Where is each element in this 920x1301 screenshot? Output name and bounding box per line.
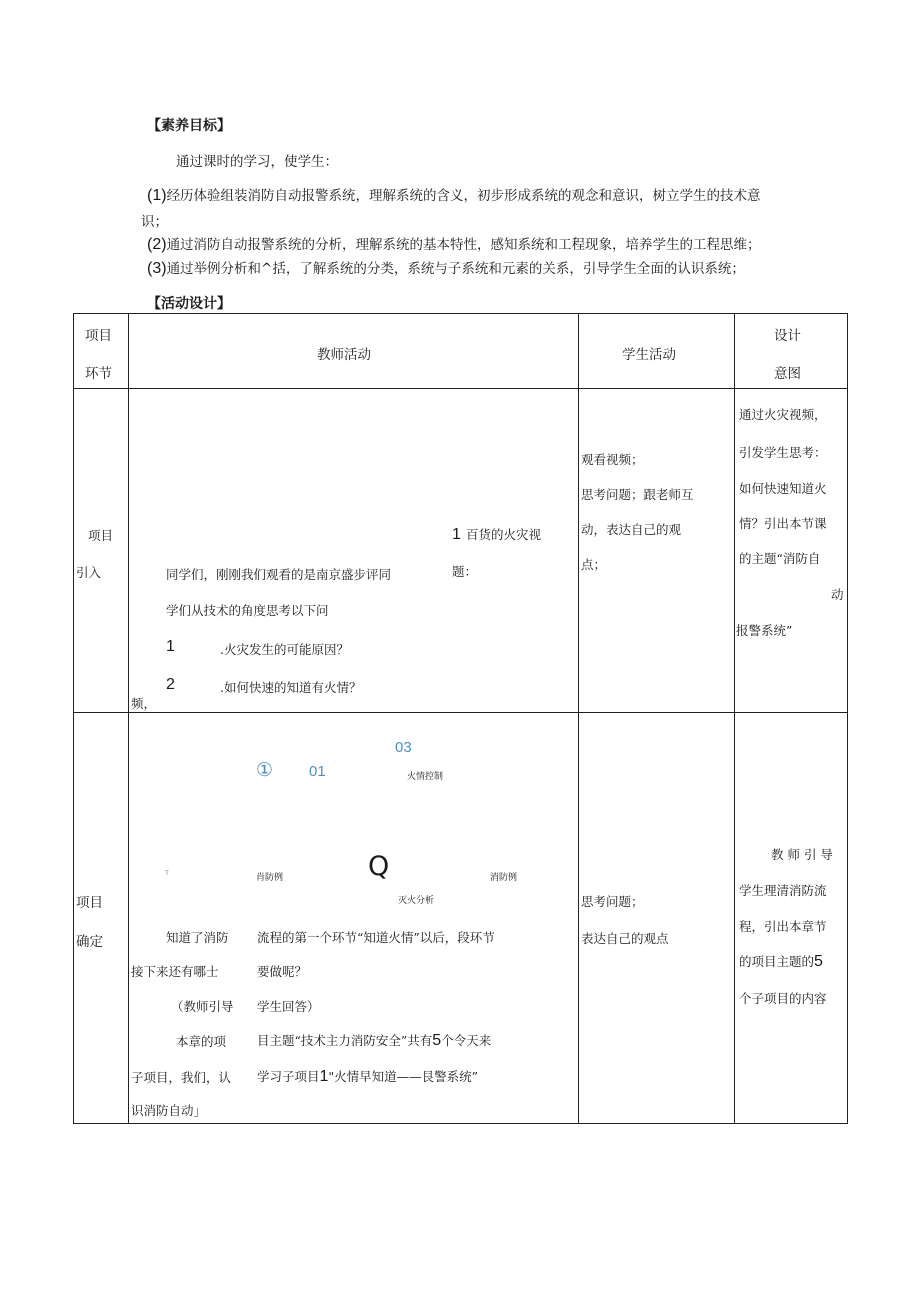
objective-item-1-cont: 识； <box>141 214 168 230</box>
diagram-analysis-label: 灭火分析 <box>398 896 435 906</box>
row2-teacher-p2a: 接下来还有哪士 <box>131 964 219 979</box>
row1-student-3: 动，表达自己的观 <box>581 522 682 537</box>
activity-heading: 【活动设计】 <box>147 296 231 312</box>
row1-stage-2: 引入 <box>76 565 102 580</box>
row1-intent-6: 动 <box>831 587 844 602</box>
row1-teacher-b2: 题： <box>452 564 478 579</box>
row2-theme-text: 目主题“技术主力消防安全”共有 <box>257 1033 433 1048</box>
row2-intent-5: 个子项目的内容 <box>739 991 827 1006</box>
row1-teacher-a <box>452 524 541 544</box>
row2-teacher-p1a: 知道了消防 <box>166 930 229 945</box>
diagram-search-icon: Q <box>368 851 390 882</box>
row2-teacher-p5 <box>257 1066 478 1086</box>
row1-question-2: .如何快速的知道有火情？ <box>220 680 362 695</box>
row1-teacher-b: 同学们，刚刚我们观看的是南京盛步评同 <box>166 567 392 582</box>
diagram-fire-control-label: 火情控制 <box>407 772 444 782</box>
row2-subproject-num: 1 <box>319 1068 329 1085</box>
objective-text: 通过消防自动报警系统的分析，理解系统的基本特性，感知系统和工程现象，培养学生的工程思维； <box>166 237 761 253</box>
header-student: 学生活动 <box>622 347 676 363</box>
row1-stage-1: 项目 <box>88 528 114 543</box>
objective-number: (3) <box>147 260 167 277</box>
row2-teacher-p3a: （教师引导 <box>171 999 234 1014</box>
row1-intent-7: 报警系统” <box>736 623 793 638</box>
row1-video-num: 1 <box>452 526 461 543</box>
row2-teacher-p6: 识消防自动」 <box>131 1103 207 1118</box>
header-teacher: 教师活动 <box>317 347 371 363</box>
row2-student-2: 表达自己的观点 <box>581 931 669 946</box>
header-stage-2: 环节 <box>85 366 112 382</box>
row2-subproject-title: "火情早知道——艮警系统” <box>328 1069 479 1084</box>
row2-teacher-p4 <box>257 1030 491 1050</box>
objective-item-1 <box>147 184 761 205</box>
objective-number: (1) <box>147 187 167 204</box>
row2-teacher-p2b: 要做呢？ <box>257 964 308 979</box>
table-rule-row1 <box>73 712 848 713</box>
row2-theme-tail: 个令天来 <box>441 1033 492 1048</box>
row1-student-2: 思考问题；跟老师互 <box>581 487 694 502</box>
row2-stage-1: 项目 <box>76 895 103 911</box>
row2-stage-2: 确定 <box>76 934 103 950</box>
objectives-heading: 【素养目标】 <box>147 118 231 134</box>
diagram-step-03: 03 <box>395 739 412 756</box>
row1-intent-3: 如何快速知道火 <box>739 481 827 496</box>
diagram-step-01: 01 <box>309 763 326 780</box>
row1-student-1: 观看视频； <box>581 452 644 467</box>
table-rule-col1 <box>128 313 129 1124</box>
row2-intent-4-text: 的项目主题的 <box>739 954 815 969</box>
diagram-left-label: 肖防例 <box>256 873 284 883</box>
row1-intent-5: 的主题“消防自 <box>739 551 821 566</box>
row1-teacher-c: 学们从技术的角度思考以下问 <box>166 603 329 618</box>
row1-video-text: 百货的火灾视 <box>466 527 542 542</box>
table-rule-col2 <box>578 313 579 1124</box>
objective-number: (2) <box>147 236 167 253</box>
objectives-intro: 通过课时的学习，使学生： <box>176 154 338 170</box>
objective-text: 通过举例分析和^括，了解系统的分类，系统与子系统和元素的关系，引导学生全面的认识系统； <box>166 261 745 277</box>
row2-intent-4-num: 5 <box>814 953 823 970</box>
header-stage-1: 项目 <box>85 328 112 344</box>
row2-intent-4 <box>739 951 823 971</box>
row1-intent-1: 通过火灾视频， <box>739 407 827 422</box>
objective-item-3 <box>147 257 745 278</box>
row2-intent-2: 学生理清消防流 <box>739 883 827 898</box>
table-rule-col3 <box>734 313 735 1124</box>
row1-student-4: 点； <box>581 557 607 572</box>
row2-intent-1: 教 师 引 导 <box>771 847 833 862</box>
row2-teacher-p3b: 学生回答） <box>257 999 320 1014</box>
header-intent-2: 意图 <box>774 366 801 382</box>
diagram-right-label: 消防例 <box>490 873 518 883</box>
row2-theme-count: 5 <box>432 1032 442 1049</box>
row1-question-2-num: 2 <box>166 676 175 693</box>
row2-intent-3: 程，引出本章节 <box>739 919 827 934</box>
table-border-top <box>73 313 848 314</box>
row1-question-1-num: 1 <box>166 638 175 655</box>
diagram-mark: ᵀ <box>165 869 169 879</box>
header-intent-1: 设计 <box>774 328 801 344</box>
row2-subproject-text: 学习子项目 <box>257 1069 320 1084</box>
row2-student-1: 思考问题； <box>581 894 644 909</box>
objective-item-2 <box>147 233 761 254</box>
row1-intent-4: 情？引出本节课 <box>739 516 827 531</box>
row1-teacher-tail: 频， <box>131 696 157 711</box>
row1-question-1: .火灾发生的可能原因？ <box>220 642 349 657</box>
row2-teacher-p4a: 本章的项 <box>176 1034 227 1049</box>
table-border-left <box>73 313 74 1124</box>
row2-teacher-p1b: 流程的第一个环节“知道火情”以后，段环节 <box>257 930 495 945</box>
row1-intent-2: 引发学生思考： <box>739 445 827 460</box>
table-border-right <box>847 313 848 1124</box>
row2-teacher-p5a: 子项目，我们，认 <box>131 1070 232 1085</box>
diagram-step-circle-icon: ① <box>256 760 274 781</box>
objective-text: 经历体验组装消防自动报警系统，理解系统的含义，初步形成系统的观念和意识，树立学生的技术意 <box>166 188 761 204</box>
table-rule-header <box>73 388 848 389</box>
table-border-bottom <box>73 1123 848 1124</box>
